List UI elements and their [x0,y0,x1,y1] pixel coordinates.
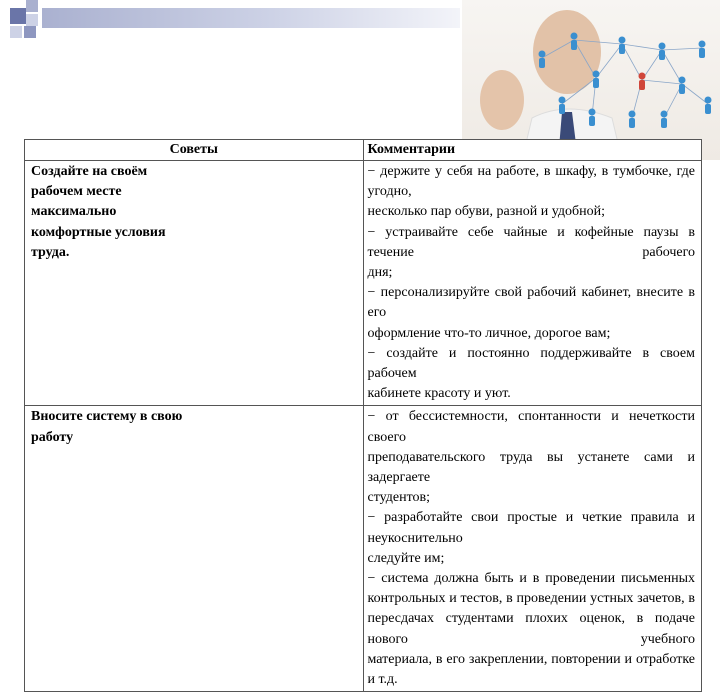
table-row [25,406,702,692]
decor-square [10,26,22,38]
comment-line: кабинете красоту и уют. [367,386,511,402]
comment-cell [363,161,702,406]
tip-line: максимально [31,204,117,220]
comment-line: − создайте и постоянно поддерживайте в своем рабочем [367,345,695,382]
tip-line: Вносите систему в свою [31,409,183,425]
comment-line: контрольных и тестов, в проведении устных зачетов, в [367,591,695,607]
comment-line: оформление что-то личное, дорогое вам; [367,325,611,341]
tip-line: Создайте на своём [31,164,148,179]
tip-line: рабочем месте [31,184,122,200]
comment-line: материала, в его закреплении, повторении и отработке и т.д. [367,651,695,688]
comment-line: − устраивайте себе чайные и кофейные паузы в течение рабочего [367,224,695,260]
decor-square [26,0,38,12]
network-illustration [462,0,720,160]
comment-line: следуйте им; [367,550,445,566]
comment-line: преподавательского труда вы устанете сами и задергаете [367,449,695,486]
comment-line: несколько пар обуви, разной и удобной; [367,204,605,220]
tip-cell [25,406,364,692]
header-gradient-band [42,8,460,28]
comment-line: − система должна быть и в проведении письменных [367,571,695,587]
comment-line: дня; [367,265,393,281]
tip-cell [25,161,364,406]
tip-line: труда. [31,244,70,260]
comment-cell [363,406,702,692]
decor-square [24,26,36,38]
tip-line: комфортные условия [31,224,166,240]
table-row [25,161,702,406]
comment-line: − разработайте свои простые и четкие правила и неукоснительно [367,510,695,546]
tip-line: работу [31,429,74,445]
header-tips: Советы [25,140,364,161]
network-photo [462,0,720,160]
comment-line: − персонализируйте свой рабочий кабинет, внесите в его [367,285,695,321]
header-comments: Комментарии [363,140,702,161]
comment-line: студентов; [367,490,431,506]
table-header-row [25,140,702,161]
decor-square [26,14,38,26]
comment-line: − от бессистемности, спонтанности и нечеткости своего [367,409,695,445]
decor-square [10,8,26,24]
tips-table [24,139,702,692]
comment-line: пересдачах студентами плохих оценок, в подаче нового учебного [367,611,695,647]
person-hand [480,70,524,130]
comment-line: − держите у себя на работе, в шкафу, в тумбочке, где угодно, [367,164,695,200]
